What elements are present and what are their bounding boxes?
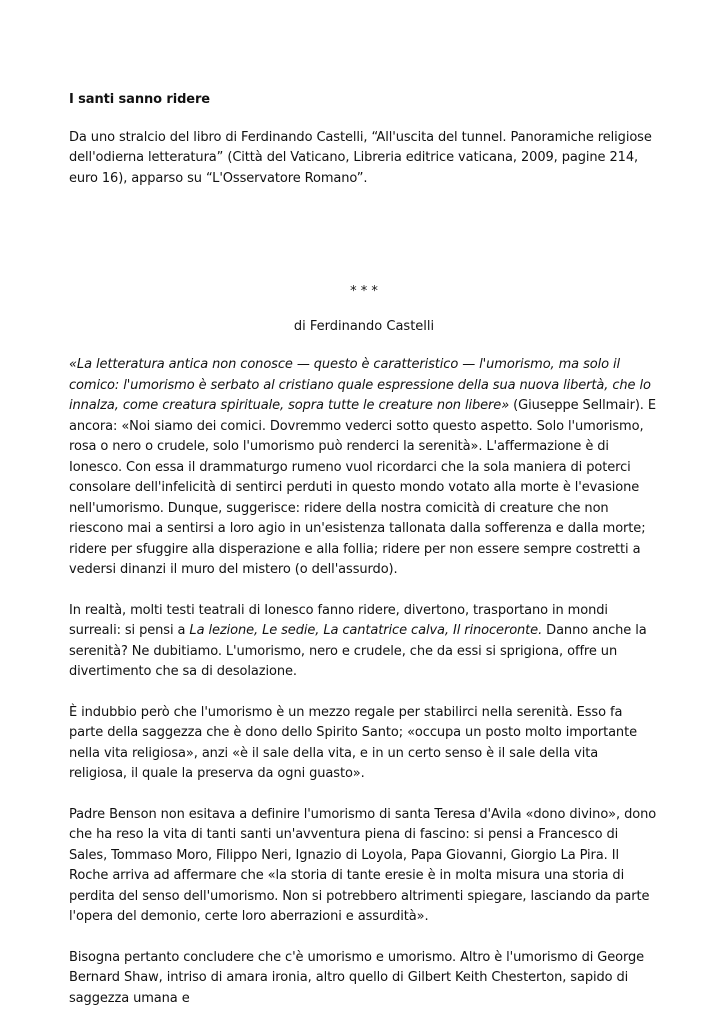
document-title: I santi sanno ridere	[69, 92, 211, 107]
section-separator: * * *	[350, 284, 378, 299]
paragraph-2-start: In realtà, molti testi teatrali di Ionesco fanno ridere, divertono, trasportano in mondi surreali: si pensi a	[69, 602, 608, 638]
paragraph-2	[69, 601, 659, 683]
intro-paragraph: Da uno stralcio del libro di Ferdinando Castelli, “All'uscita del tunnel. Panoramiche religiose dell'odierna letteratura” (Città del Vaticano, Libreria editrice vaticana, 2009, pagine 214, euro 16), apparso su “L'Osservatore Romano”.	[69, 129, 652, 186]
article-body	[69, 355, 659, 1029]
paragraph-1	[69, 355, 659, 581]
header-block	[69, 90, 659, 189]
paragraph-2-end: Danno anche la serenità? Ne dubitiamo. L'umorismo, nero e crudele, che da essi si sprigiona, offre un divertimento che sa di desolazione.	[69, 623, 647, 679]
ionesco-titles: La lezione, Le sedie, La cantatrice calva, Il rinoceronte.	[189, 623, 543, 638]
paragraph-1-text: (Giuseppe Sellmair). E ancora: «Noi siamo dei comici. Dovremmo vederci sotto questo aspetto. Solo l'umorismo, rosa o nero o crudele, solo l'umorismo può renderci la serenità». L'affermazione è di Ionesco. Con essa il drammaturgo rumeno vuol ricordarci che la sola maniera di poterci consolare dell'infelicità di sentirci perduti in questo mondo votato alla morte è l'evasione nell'umorismo. Dunque, suggerisce: ridere della nostra comicità di creature che non riescono mai a sentirsi a loro agio in un'esistenza tallonata dalla sofferenza e dalla morte; ridere per sfuggire alla disperazione e alla follia; ridere per non essere sempre costretti a vedersi dinanzi il muro del mistero (o dell'assurdo).	[69, 398, 656, 577]
paragraph-4: Padre Benson non esitava a definire l'umorismo di santa Teresa d'Avila «dono divino», dono che ha reso la vita di tanti santi un'avventura piena di fascino: si pensi a Francesco di Sales, Tommaso Moro, Filippo Neri, Ignazio di Loyola, Papa Giovanni, Giorgio La Pira. Il Roche arriva ad affermare che «la storia di tante eresie è in molta misura una storia di perdita del senso dell'umorismo. Non si potrebbero altrimenti spiegare, lasciando da parte l'opera del demonio, certe loro aberrazioni e assurdità».	[69, 806, 657, 924]
byline: di Ferdinando Castelli	[293, 319, 435, 334]
sellmair-quote: «La letteratura antica non conosce — questo è caratteristico — l'umorismo, ma solo il comico: l'umorismo è serbato al cristiano quale espressione della sua nuova libertà, che lo innalza, come creatura spirituale, sopra tutte le creature non libere»	[69, 357, 651, 413]
paragraph-3: È indubbio però che l'umorismo è un mezzo regale per stabilirci nella serenità. Esso fa parte della saggezza che è dono dello Spirito Santo; «occupa un posto molto importante nella vita religiosa», anzi «è il sale della vita, e in un certo senso è il sale della vita religiosa, il quale la preserva da ogni guasto».	[69, 704, 637, 781]
paragraph-5: Bisogna pertanto concludere che c'è umorismo e umorismo. Altro è l'umorismo di George Bernard Shaw, intriso di amara ironia, altro quello di Gilbert Keith Chesterton, sapido di saggezza umana e	[69, 949, 645, 1006]
